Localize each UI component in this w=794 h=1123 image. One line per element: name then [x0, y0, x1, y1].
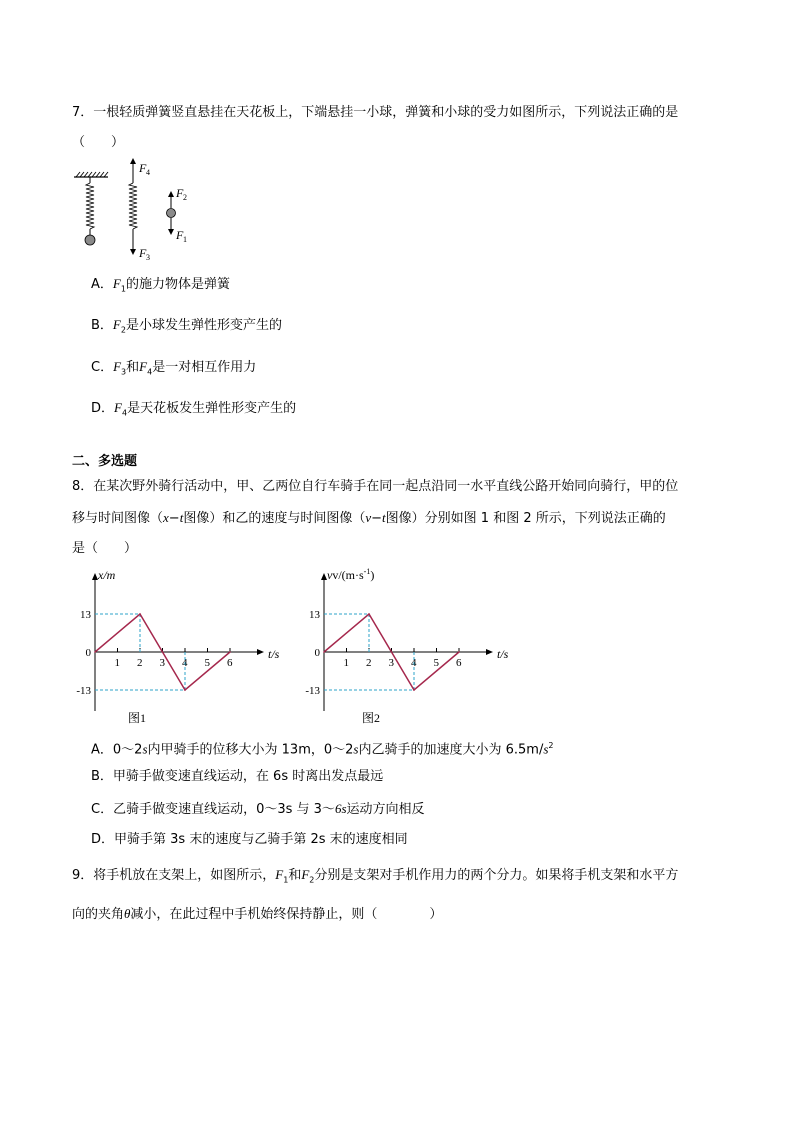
f1-label: F: [176, 228, 184, 242]
f3-label: F: [139, 246, 147, 260]
q8-stem-line1: 8．在某次野外骑行活动中，甲、乙两位自行车骑手在同一起点沿同一水平直线公路开始同向骑行，甲的位: [72, 479, 679, 494]
q8-option-b[interactable]: B．甲骑手做变速直线运动，在 6s 时离出发点最远: [91, 769, 384, 784]
chart1-data-point: [139, 613, 141, 615]
chart1-y-tick-label: 13: [80, 609, 91, 621]
chart2-data-point: [413, 689, 415, 691]
chart2-x-tick-label: 6: [456, 657, 462, 669]
q7-spring-figure: [70, 157, 200, 267]
chart2-x-tick-label: 1: [343, 657, 349, 669]
chart1-data-point: [94, 651, 96, 653]
q8-option-d[interactable]: D．甲骑手第 3s 末的速度与乙骑手第 2s 末的速度相同: [91, 832, 408, 847]
chart1-x-tick-label: 3: [159, 657, 165, 669]
chart1-data-point: [184, 689, 186, 691]
chart2-xlabel: t/s: [497, 647, 509, 661]
chart2-y-tick-label: 0: [314, 647, 320, 659]
chart1-x-tick-label: 6: [227, 657, 233, 669]
chart2-title: 图2: [362, 711, 381, 725]
chart2-x-tick-label: 5: [433, 657, 439, 669]
f1-subscript: 1: [183, 235, 187, 244]
chart1-data-point: [229, 651, 231, 653]
q8-stem-line2: 移与时间图像（x−t图像）和乙的速度与时间图像（v−t图像）分别如图 1 和图 2 所示，下列说法正确的: [72, 510, 666, 526]
chart2-x-tick-label: 4: [411, 657, 417, 669]
f4-label: F: [139, 161, 147, 175]
chart2-x-tick-label: 3: [388, 657, 394, 669]
q7-option-b[interactable]: B．$F_2$是小球发生弹性形变产生的: [91, 317, 282, 335]
q7-option-a[interactable]: A．$F_1$的施力物体是弹簧: [91, 276, 230, 294]
chart1-x-axis-arrow: [257, 649, 264, 655]
chart1-title: 图1: [128, 711, 147, 725]
chart1-x-tick-label: 4: [182, 657, 188, 669]
chart2-y-tick-label: 13: [309, 609, 320, 621]
chart2-data-point: [368, 613, 370, 615]
q7-paren: （ ）: [72, 135, 125, 150]
chart-x-t: [68, 563, 278, 733]
chart1-ylabel: x/m: [98, 568, 116, 582]
f4-subscript: 4: [146, 168, 150, 177]
chart1-xlabel: t/s: [268, 647, 280, 661]
q8-option-c[interactable]: C．乙骑手做变速直线运动，0～3s 与 3～6s运动方向相反: [91, 801, 425, 817]
chart1-y-tick-label: -13: [76, 685, 91, 697]
chart1-x-tick-label: 1: [114, 657, 120, 669]
chart1-x-tick-label: 2: [137, 657, 143, 669]
q7-option-c[interactable]: C．$F_3$和$F_4$是一对相互作用力: [91, 359, 257, 377]
section-title-multiple-choice: 二、多选题: [72, 454, 138, 469]
chart2-data-point: [458, 651, 460, 653]
chart2-x-tick-label: 2: [366, 657, 372, 669]
chart-v-t: [297, 563, 507, 733]
chart2-data-point: [323, 651, 325, 653]
chart2-ylabel: $vv/(m\cdot s^{-1})$: [327, 567, 375, 582]
q9-stem-line1: 9．将手机放在支架上，如图所示，$F_1$和$F_2$分别是支架对手机作用力的两个分力。如果将手机支架和水平方: [72, 867, 679, 885]
f2-subscript: 2: [183, 193, 187, 202]
q9-stem-line2: 向的夹角θ减小，在此过程中手机始终保持静止，则（ ）: [72, 906, 443, 922]
q8-option-a[interactable]: A．0～2s内甲骑手的位移大小为 13m，0～2s内乙骑手的加速度大小为 $6.5m/s^2$: [91, 741, 554, 758]
chart1-y-tick-label: 0: [85, 647, 91, 659]
chart2-y-tick-label: -13: [305, 685, 320, 697]
chart2-x-axis-arrow: [486, 649, 493, 655]
f3-subscript: 3: [146, 253, 150, 262]
q7-option-d[interactable]: D．$F_4$是天花板发生弹性形变产生的: [91, 400, 297, 418]
q7-stem: 7．一根轻质弹簧竖直悬挂在天花板上，下端悬挂一小球，弹簧和小球的受力如图所示，下列说法正确的是: [72, 105, 679, 120]
q8-stem-line3: 是（ ）: [72, 541, 138, 556]
chart1-x-tick-label: 5: [204, 657, 210, 669]
f2-label: F: [176, 186, 184, 200]
